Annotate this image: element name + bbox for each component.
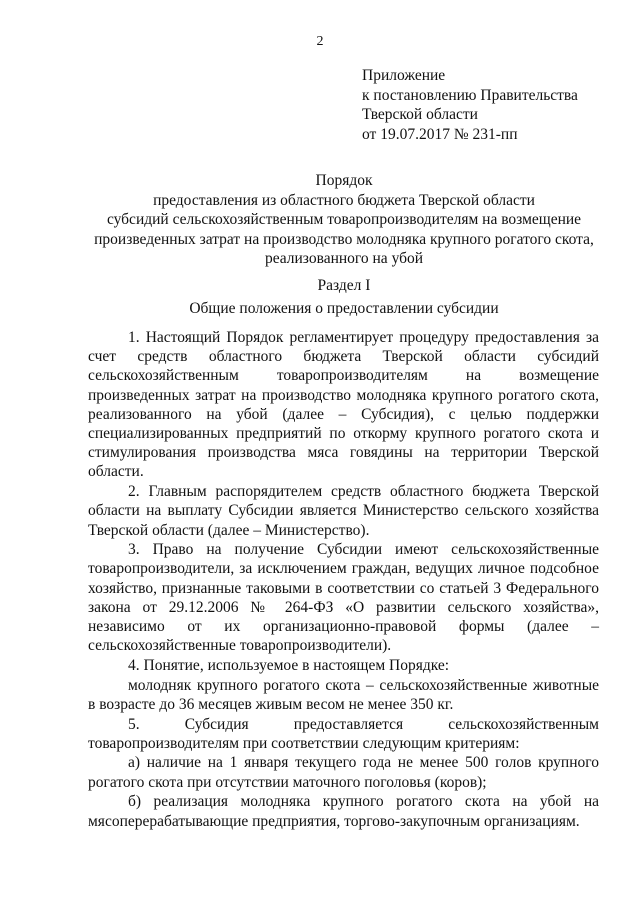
paragraph-4: 4. Понятие, используемое в настоящем Порядке:	[128, 656, 450, 674]
document-heading: Порядок	[315, 172, 373, 189]
document-body	[88, 328, 599, 831]
document-title-line: субсидий сельскохозяйственным товаропроизводителям на возмещение	[106, 211, 582, 228]
appendix-region: Тверской области	[362, 106, 478, 123]
document-title	[70, 171, 618, 269]
paragraph-5: 5. Субсидия предоставляется сельскохозяйственным товаропроизводителям при соответствии следующим критериям:	[88, 715, 599, 752]
paragraph-2: 2. Главным распорядителем средств областного бюджета Тверской области на выплату Субсидии является Министерство сельского хозяйства Тверской области (далее – Министерство).	[88, 483, 599, 539]
paragraph-1: 1. Настоящий Порядок регламентирует процедуру предоставления за счет средств областного бюджета Тверской области субсидий сельскохозяйственным товаропроизводителям на возмещение произведенных затрат на производство молодняка крупного рогатого скота, реализованного на убой (далее – Субсидия), с целью поддержки специализированных предприятий по откорму крупного рогатого скота и стимулирования производства мяса говядины на территории Тверской области.	[88, 329, 599, 481]
section-label: Раздел I	[317, 277, 371, 294]
appendix-title: Приложение	[362, 67, 446, 84]
paragraph-3: 3. Право на получение Субсидии имеют сельскохозяйственные товаропроизводители, за исключением граждан, ведущих личное подсобное хозяйство, признанные таковыми в соответствии со статьей 3 Федерального закона от 29.12.2006 № 264-ФЗ «О развитии сельского хозяйства», независимо от их организационно-правовой формы (далее – сельскохозяйственные товаропроизводители).	[88, 541, 599, 655]
section-title: Общие положения о предоставлении субсидии	[189, 299, 499, 317]
paragraph-5-criterion-a: а) наличие на 1 января текущего года не менее 500 голов крупного рогатого скота при отсутствии маточного поголовья (коров);	[88, 754, 599, 791]
appendix-header	[362, 66, 632, 144]
document-title-line: реализованного на убой	[264, 250, 424, 267]
appendix-date-number: от 19.07.2017 № 231-пп	[362, 125, 518, 143]
appendix-reference: к постановлению Правительства	[362, 86, 578, 104]
paragraph-4-definition: молодняк крупного рогатого скота – сельскохозяйственные животные в возрасте до 36 месяцев живым весом не менее 350 кг.	[88, 676, 599, 713]
document-title-line: произведенных затрат на производство молодняка крупного рогатого скота,	[94, 230, 594, 248]
page-number: 2	[316, 34, 324, 49]
section-header	[70, 276, 618, 318]
document-title-line: предоставления из областного бюджета Тверской области	[153, 191, 535, 209]
paragraph-5-criterion-b: б) реализация молодняка крупного рогатого скота на убой на мясоперерабатывающие предприятия, торгово-закупочным организациям.	[88, 793, 599, 830]
